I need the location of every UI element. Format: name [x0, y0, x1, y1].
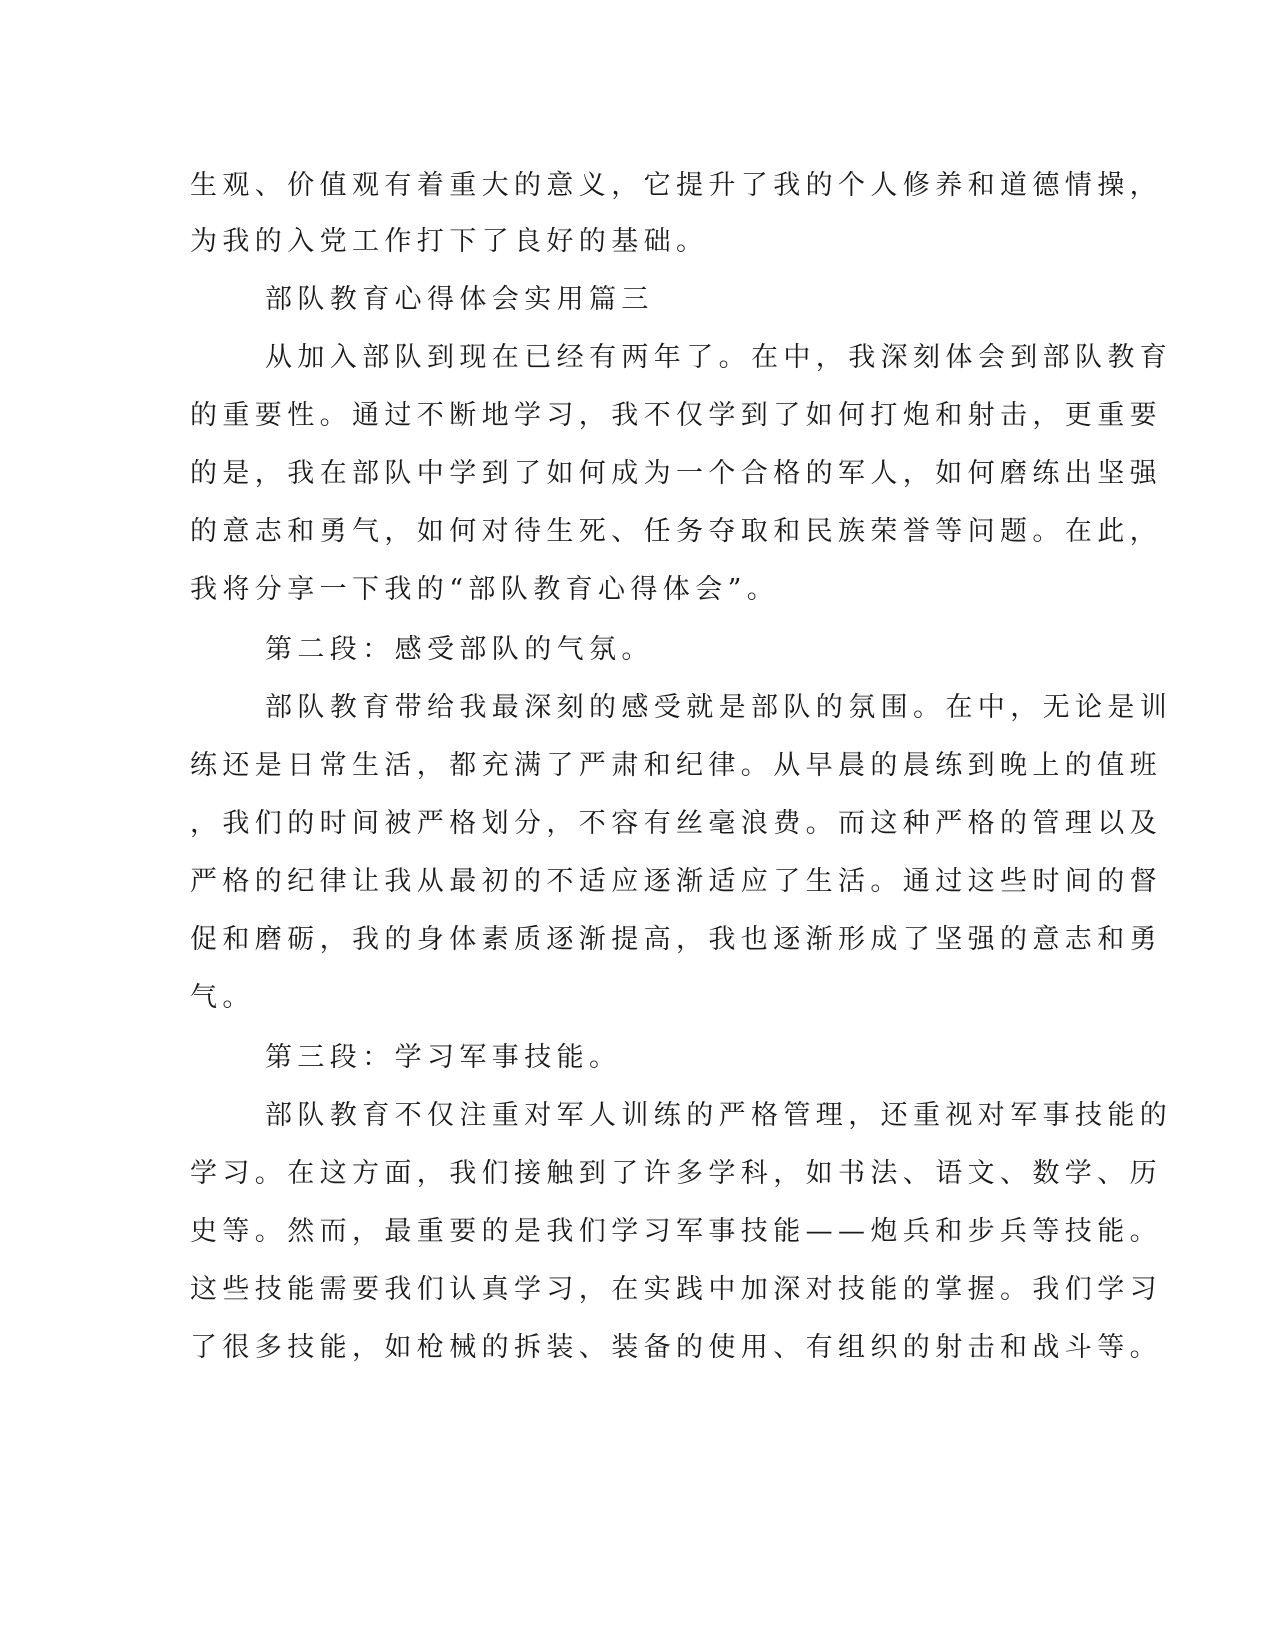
- body-text-line: 生观、价值观有着重大的意义，它提升了我的个人修养和道德情操，: [190, 170, 1162, 201]
- paragraph-heading: 第二段：感受部队的气氛。: [265, 634, 654, 665]
- body-text-line: 了很多技能，如枪械的拆装、装备的使用、有组织的射击和战斗等。: [190, 1332, 1162, 1363]
- section-heading: 部队教育心得体会实用篇三: [265, 284, 654, 315]
- body-text-line: 这些技能需要我们认真学习，在实践中加深对技能的掌握。我们学习: [190, 1274, 1162, 1305]
- body-text-line: 严格的纪律让我从最初的不适应逐渐适应了生活。通过这些时间的督: [190, 866, 1162, 897]
- body-text-line: 学习。在这方面，我们接触到了许多学科，如书法、语文、数学、历: [190, 1158, 1162, 1189]
- body-text-line: 练还是日常生活，都充满了严肃和纪律。从早晨的晨练到晚上的值班: [190, 750, 1162, 781]
- body-text-line: 为我的入党工作打下了良好的基础。: [190, 226, 709, 257]
- body-text-line: 气。: [190, 982, 255, 1013]
- body-text-line: 的重要性。通过不断地学习，我不仅学到了如何打炮和射击，更重要: [190, 400, 1162, 431]
- body-text-line: 部队教育带给我最深刻的感受就是部队的氛围。在中，无论是训: [265, 692, 1173, 723]
- body-text-line: ，我们的时间被严格划分，不容有丝毫浪费。而这种严格的管理以及: [190, 808, 1162, 839]
- body-text-line: 的意志和勇气，如何对待生死、任务夺取和民族荣誉等问题。在此，: [190, 516, 1162, 547]
- body-text-line: 促和磨砺，我的身体素质逐渐提高，我也逐渐形成了坚强的意志和勇: [190, 924, 1162, 955]
- body-text-line: 从加入部队到现在已经有两年了。在中，我深刻体会到部队教育: [265, 342, 1173, 373]
- body-text-line: 史等。然而，最重要的是我们学习军事技能——炮兵和步兵等技能。: [190, 1216, 1162, 1247]
- body-text-line: 我将分享一下我的“部队教育心得体会”。: [190, 574, 780, 605]
- body-text-line: 部队教育不仅注重对军人训练的严格管理，还重视对军事技能的: [265, 1100, 1173, 1131]
- paragraph-heading: 第三段：学习军事技能。: [265, 1042, 622, 1073]
- body-text-line: 的是，我在部队中学到了如何成为一个合格的军人，如何磨练出坚强: [190, 458, 1162, 489]
